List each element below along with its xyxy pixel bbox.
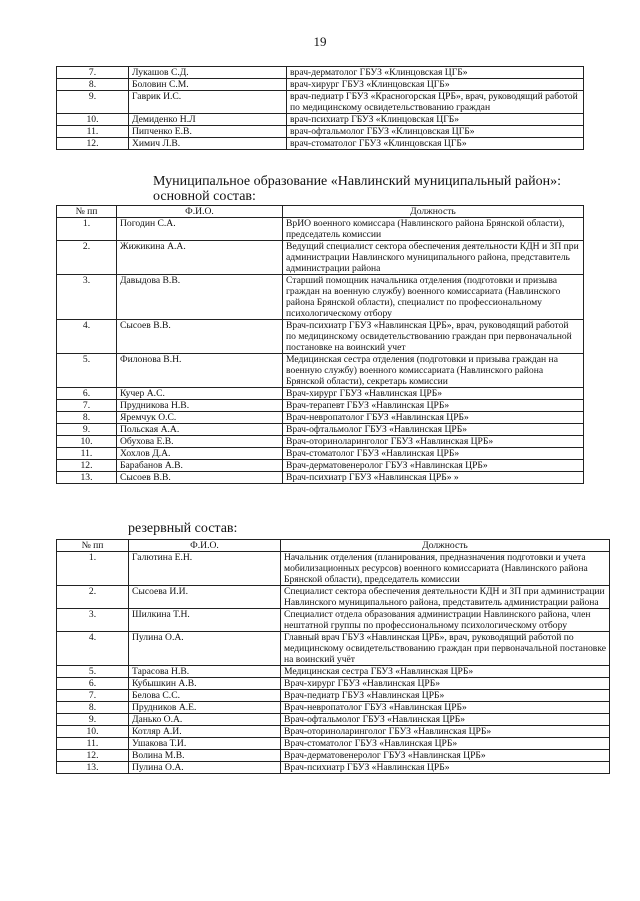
table-row <box>57 586 610 609</box>
table-row <box>57 750 610 762</box>
table-row <box>57 320 584 354</box>
row-number: 12. <box>57 750 129 762</box>
person-name: Лукашов С.Д. <box>129 67 287 79</box>
row-number: 6. <box>57 388 117 400</box>
reserve-composition-table <box>56 539 610 774</box>
table-row <box>57 241 584 275</box>
table-row <box>57 412 584 424</box>
person-name: Сысоева И.И. <box>129 586 281 609</box>
person-name: Сысоев В.В. <box>117 472 283 484</box>
table-row <box>57 400 584 412</box>
header-full-name: Ф.И.О. <box>117 206 283 218</box>
table-row <box>57 762 610 774</box>
position-text: Ведущий специалист сектора обеспечения деятельности КДН и ЗП при администрации Навлинского муниципального района, представитель администрации района <box>283 241 584 275</box>
row-number: 2. <box>57 586 129 609</box>
position-text: Врач-хирург ГБУЗ «Навлинская ЦРБ» <box>283 388 584 400</box>
table-row <box>57 609 610 632</box>
table-body <box>57 67 584 150</box>
person-name: Пулина О.А. <box>129 632 281 666</box>
position-text: Начальник отделения (планирования, предназначения подготовки и учета мобилизационных ресурсов) военного комиссариата (Навлинского района Брянской области), председатель комиссии <box>281 552 610 586</box>
header-position: Должность <box>281 540 610 552</box>
position-text: Врач-офтальмолог ГБУЗ «Навлинская ЦРБ» <box>281 714 610 726</box>
person-name: Белова С.С. <box>129 690 281 702</box>
municipality-heading <box>153 174 561 204</box>
table-row <box>57 738 610 750</box>
person-name: Ушакова Т.И. <box>129 738 281 750</box>
header-position: Должность <box>283 206 584 218</box>
person-name: Кубышкин А.В. <box>129 678 281 690</box>
position-text: Медицинская сестра ГБУЗ «Навлинская ЦРБ» <box>281 666 610 678</box>
position-text: Старший помощник начальника отделения (подготовки и призыва граждан на военную службу) военного комиссариата (Навлинского района Брянской области), специалист по профессиональному психологическому отбору <box>283 275 584 320</box>
person-name: Тарасова Н.В. <box>129 666 281 678</box>
position-text: Медицинская сестра отделения (подготовки и призыва граждан на военную службу) военного комиссариата (Навлинского района Брянской области), секретарь комиссии <box>283 354 584 388</box>
position-text: ВрИО военного комиссара (Навлинского района Брянской области), председатель комиссии <box>283 218 584 241</box>
position-text: Врач-оториноларинголог ГБУЗ «Навлинская ЦРБ» <box>281 726 610 738</box>
position-text: врач-дерматолог ГБУЗ «Клинцовская ЦГБ» <box>287 67 584 79</box>
row-number: 4. <box>57 632 129 666</box>
position-text: Врач-педиатр ГБУЗ «Навлинская ЦРБ» <box>281 690 610 702</box>
header-number: № пп <box>57 206 117 218</box>
table-row <box>57 448 584 460</box>
row-number: 12. <box>57 138 129 150</box>
table-row <box>57 726 610 738</box>
position-text: Врач-психиатр ГБУЗ «Навлинская ЦРБ», врач, руководящий работой по медицинскому освидетельствованию граждан при первоначальной постановке на воинский учет <box>283 320 584 354</box>
table-row <box>57 714 610 726</box>
row-number: 7. <box>57 690 129 702</box>
person-name: Котляр А.И. <box>129 726 281 738</box>
table-row <box>57 114 584 126</box>
person-name: Польская А.А. <box>117 424 283 436</box>
person-name: Гаврик И.С. <box>129 91 287 114</box>
position-text: врач-психиатр ГБУЗ «Клинцовская ЦГБ» <box>287 114 584 126</box>
row-number: 8. <box>57 702 129 714</box>
person-name: Пулина О.А. <box>129 762 281 774</box>
person-name: Жижикина А.А. <box>117 241 283 275</box>
person-name: Демиденко Н.Л <box>129 114 287 126</box>
table-row <box>57 91 584 114</box>
position-text: врач-стоматолог ГБУЗ «Клинцовская ЦГБ» <box>287 138 584 150</box>
row-number: 11. <box>57 738 129 750</box>
position-text: Врач-офтальмолог ГБУЗ «Навлинская ЦРБ» <box>283 424 584 436</box>
person-name: Прудникова Н.В. <box>117 400 283 412</box>
row-number: 13. <box>57 762 129 774</box>
position-text: Главный врач ГБУЗ «Навлинская ЦРБ», врач, руководящий работой по медицинскому освидетельствованию граждан при первоначальной постановке на воинский учёт <box>281 632 610 666</box>
table-row <box>57 690 610 702</box>
table-row <box>57 67 584 79</box>
row-number: 5. <box>57 666 129 678</box>
person-name: Прудников А.Е. <box>129 702 281 714</box>
person-name: Яремчук О.С. <box>117 412 283 424</box>
row-number: 3. <box>57 275 117 320</box>
position-text: Врач-оториноларинголог ГБУЗ «Навлинская ЦРБ» <box>283 436 584 448</box>
table-row <box>57 218 584 241</box>
table-row <box>57 275 584 320</box>
row-number: 1. <box>57 218 117 241</box>
table-row <box>57 460 584 472</box>
position-text: врач-хирург ГБУЗ «Клинцовская ЦГБ» <box>287 79 584 91</box>
row-number: 12. <box>57 460 117 472</box>
row-number: 11. <box>57 126 129 138</box>
row-number: 7. <box>57 67 129 79</box>
position-text: Врач-дерматовенеролог ГБУЗ «Навлинская ЦРБ» <box>281 750 610 762</box>
row-number: 6. <box>57 678 129 690</box>
row-number: 2. <box>57 241 117 275</box>
position-text: Врач-психиатр ГБУЗ «Навлинская ЦРБ» » <box>283 472 584 484</box>
reserve-composition-label: резервный состав: <box>128 521 238 536</box>
row-number: 8. <box>57 79 129 91</box>
row-number: 10. <box>57 726 129 738</box>
person-name: Давыдова В.В. <box>117 275 283 320</box>
table-row <box>57 138 584 150</box>
row-number: 13. <box>57 472 117 484</box>
row-number: 11. <box>57 448 117 460</box>
row-number: 9. <box>57 424 117 436</box>
person-name: Обухова Е.В. <box>117 436 283 448</box>
position-text: Врач-хирург ГБУЗ «Навлинская ЦРБ» <box>281 678 610 690</box>
municipality-title: Муниципальное образование «Навлинский муниципальный район»: <box>153 174 561 189</box>
commission-table-continued <box>56 66 584 150</box>
table-row <box>57 702 610 714</box>
position-text: Врач-дерматовенеролог ГБУЗ «Навлинская ЦРБ» <box>283 460 584 472</box>
table-header-row <box>57 206 584 218</box>
table-header-row <box>57 540 610 552</box>
person-name: Погодин С.А. <box>117 218 283 241</box>
table-row <box>57 472 584 484</box>
person-name: Хохлов Д.А. <box>117 448 283 460</box>
table-row <box>57 678 610 690</box>
person-name: Волина М.В. <box>129 750 281 762</box>
table-row <box>57 424 584 436</box>
person-name: Галютина Е.Н. <box>129 552 281 586</box>
position-text: Врач-невропатолог ГБУЗ «Навлинская ЦРБ» <box>283 412 584 424</box>
table-row <box>57 79 584 91</box>
page-number: 19 <box>313 34 327 49</box>
header-number: № пп <box>57 540 129 552</box>
row-number: 9. <box>57 91 129 114</box>
row-number: 4. <box>57 320 117 354</box>
header-full-name: Ф.И.О. <box>129 540 281 552</box>
main-composition-label: основной состав: <box>153 189 256 204</box>
table-row <box>57 436 584 448</box>
person-name: Шилкина Т.Н. <box>129 609 281 632</box>
position-text: Врач-невропатолог ГБУЗ «Навлинская ЦРБ» <box>281 702 610 714</box>
person-name: Барабанов А.В. <box>117 460 283 472</box>
row-number: 9. <box>57 714 129 726</box>
table-body <box>57 218 584 484</box>
table-row <box>57 388 584 400</box>
main-composition-table <box>56 205 584 484</box>
position-text: Врач-терапевт ГБУЗ «Навлинская ЦРБ» <box>283 400 584 412</box>
person-name: Боловин С.М. <box>129 79 287 91</box>
row-number: 1. <box>57 552 129 586</box>
person-name: Филонова В.Н. <box>117 354 283 388</box>
row-number: 10. <box>57 114 129 126</box>
table-row <box>57 666 610 678</box>
person-name: Кучер А.С. <box>117 388 283 400</box>
table-row <box>57 354 584 388</box>
person-name: Химич Л.В. <box>129 138 287 150</box>
position-text: Врач-стоматолог ГБУЗ «Навлинская ЦРБ» <box>283 448 584 460</box>
position-text: Специалист сектора обеспечения деятельности КДН и ЗП при администрации Навлинского муниципального района, представитель администрации района <box>281 586 610 609</box>
row-number: 3. <box>57 609 129 632</box>
row-number: 8. <box>57 412 117 424</box>
position-text: Врач-стоматолог ГБУЗ «Навлинская ЦРБ» <box>281 738 610 750</box>
table-body <box>57 552 610 774</box>
row-number: 5. <box>57 354 117 388</box>
person-name: Сысоев В.В. <box>117 320 283 354</box>
position-text: Специалист отдела образования администрации Навлинского района, член нештатной группы по профессиональному психологическому отбору <box>281 609 610 632</box>
position-text: врач-педиатр ГБУЗ «Красногорская ЦРБ», врач, руководящий работой по медицинскому освидетельствованию граждан <box>287 91 584 114</box>
person-name: Пипченко Е.В. <box>129 126 287 138</box>
table-row <box>57 126 584 138</box>
row-number: 10. <box>57 436 117 448</box>
person-name: Данько О.А. <box>129 714 281 726</box>
row-number: 7. <box>57 400 117 412</box>
position-text: Врач-психиатр ГБУЗ «Навлинская ЦРБ» <box>281 762 610 774</box>
position-text: врач-офтальмолог ГБУЗ «Клинцовская ЦГБ» <box>287 126 584 138</box>
table-row <box>57 632 610 666</box>
table-row <box>57 552 610 586</box>
